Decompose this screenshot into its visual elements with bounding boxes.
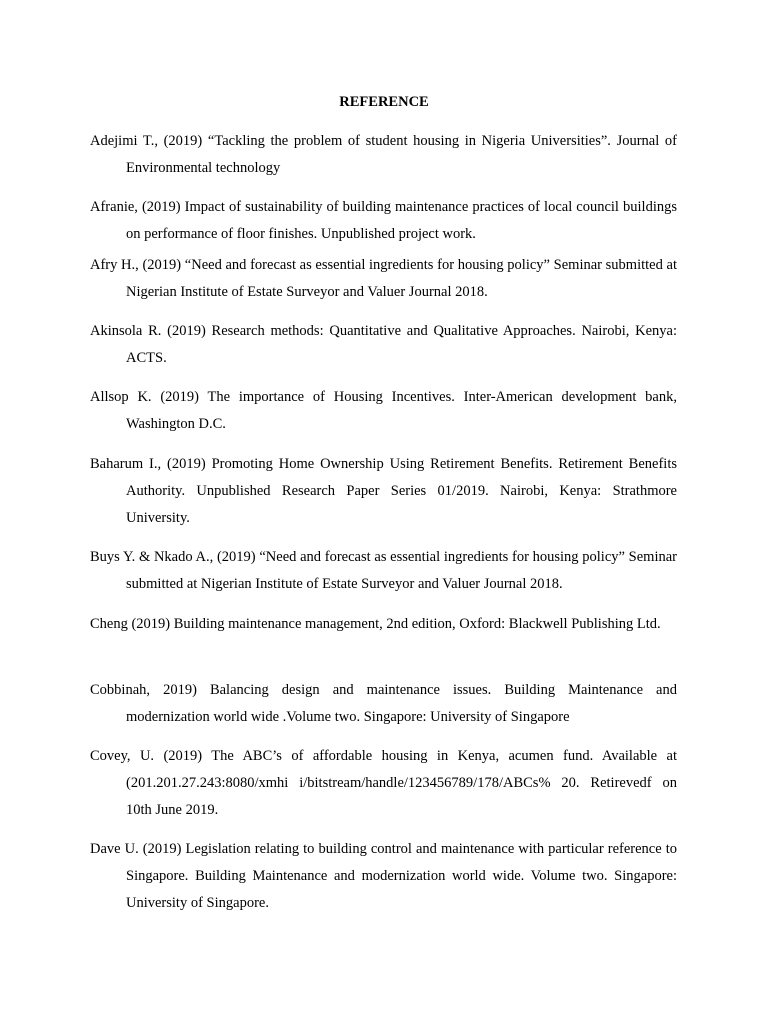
reference-entry: Afranie, (2019) Impact of sustainability of building maintenance practices of local council buildings on performance of floor finishes. Unpublished project work. [90, 199, 677, 242]
reference-entry: Afry H., (2019) “Need and forecast as essential ingredients for housing policy” Seminar submitted at Nigerian Institute of Estate Surveyor and Valuer Journal 2018. [90, 257, 677, 300]
reference-entry: Buys Y. & Nkado A., (2019) “Need and forecast as essential ingredients for housing policy” Seminar submitted at Nigerian Institute of Estate Surveyor and Valuer Journal 2018. [90, 549, 677, 592]
reference-entry: Baharum I., (2019) Promoting Home Ownership Using Retirement Benefits. Retirement Benefits Authority. Unpublished Research Paper Series 01/2019. Nairobi, Kenya: Strathmore University. [90, 456, 677, 526]
reference-entry: Adejimi T., (2019) “Tackling the problem of student housing in Nigeria Universities”. Journal of Environmental technology [90, 133, 677, 176]
reference-entry: Allsop K. (2019) The importance of Housing Incentives. Inter-American development bank, Washington D.C. [90, 389, 677, 432]
reference-entry: Dave U. (2019) Legislation relating to building control and maintenance with particular reference to Singapore. Building Maintenance and modernization world wide. Volume two. Singapore: University of Singapore. [90, 841, 677, 911]
reference-entry: Cheng (2019) Building maintenance management, 2nd edition, Oxford: Blackwell Publishing Ltd. [90, 616, 661, 632]
reference-entry: Cobbinah, 2019) Balancing design and maintenance issues. Building Maintenance and modernization world wide .Volume two. Singapore: University of Singapore [90, 682, 677, 725]
reference-entry: Akinsola R. (2019) Research methods: Quantitative and Qualitative Approaches. Nairobi, Kenya: ACTS. [90, 323, 677, 366]
page-title: REFERENCE [339, 94, 429, 110]
reference-entry: Covey, U. (2019) The ABC’s of affordable housing in Kenya, acumen fund. Available at (201.201.27.243:8080/xmhi i/bitstream/handle/123456789/178/ABCs% 20. Retirevedf on 10th June 2019. [90, 748, 677, 818]
